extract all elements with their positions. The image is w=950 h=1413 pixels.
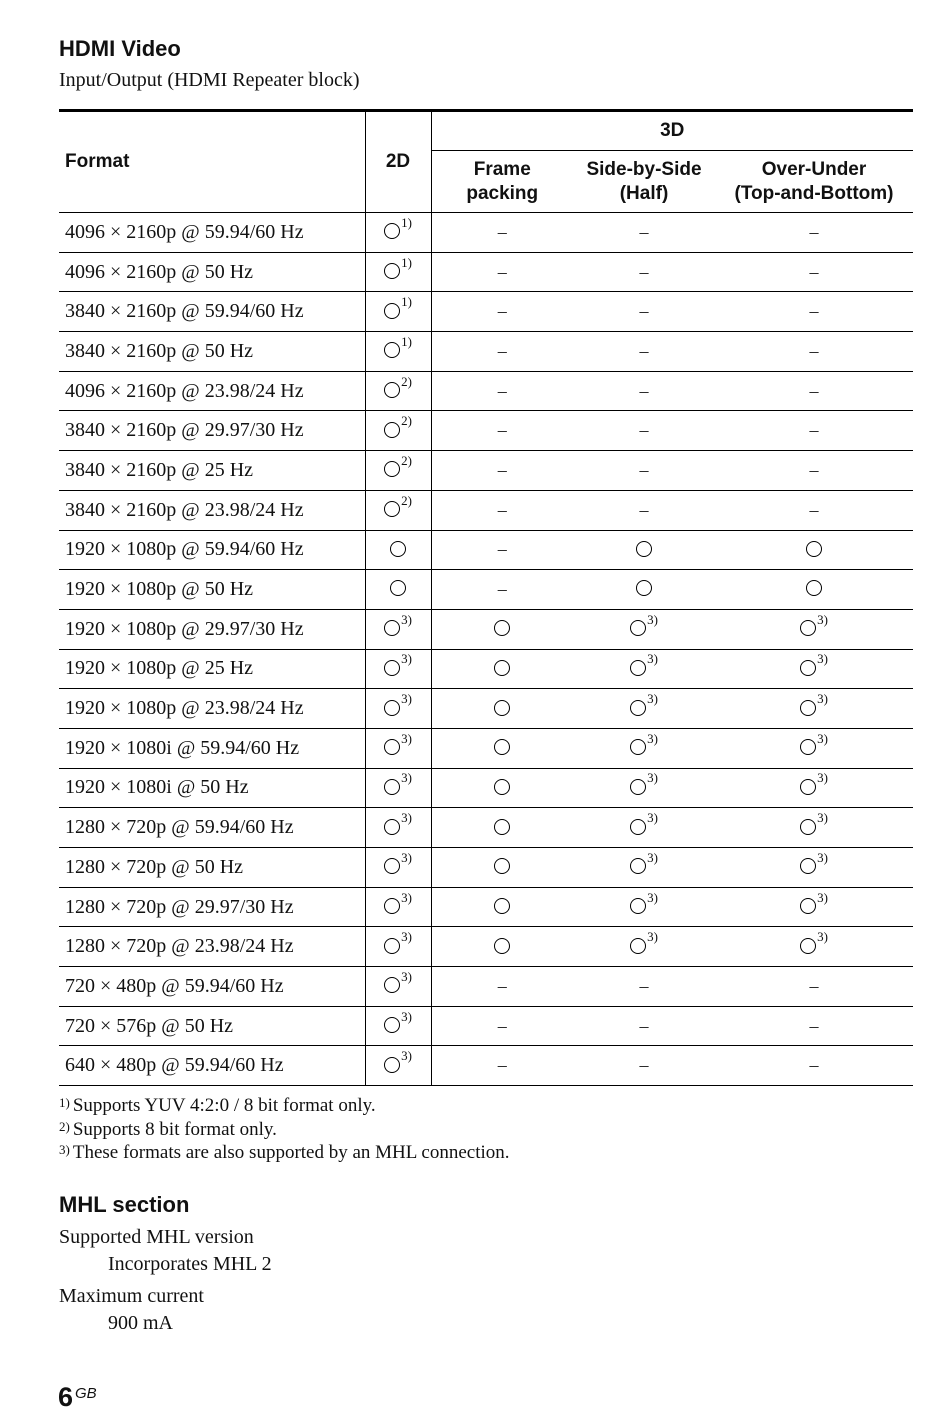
support-cell-frame-packing — [431, 689, 573, 729]
footnote-ref: 3) — [647, 929, 658, 945]
header-3d: 3D — [431, 111, 913, 151]
support-cell-2d — [365, 887, 431, 927]
support-cell-side-by-side — [573, 848, 715, 888]
support-cell-2d — [365, 848, 431, 888]
max-current-value: 900 mA — [108, 1312, 173, 1334]
footnote-2 — [59, 1118, 510, 1142]
support-cell-over-under — [715, 451, 913, 491]
mhl-section-title: MHL section — [59, 1192, 190, 1217]
support-cell-over-under — [715, 728, 913, 768]
format-cell: 1280 × 720p @ 50 Hz — [59, 848, 365, 888]
unsupported-dash: – — [497, 420, 507, 441]
support-cell-2d — [365, 1006, 431, 1046]
table-row — [59, 451, 913, 491]
table-row — [59, 887, 913, 927]
support-cell-2d — [365, 967, 431, 1007]
unsupported-dash: – — [497, 1015, 507, 1036]
footnote-ref: 3) — [817, 889, 828, 905]
footnote-ref: 1) — [401, 294, 412, 310]
supported-circle-icon — [384, 977, 400, 993]
supported-circle-icon — [494, 858, 510, 874]
supported-circle-icon — [384, 700, 400, 716]
support-cell-frame-packing — [431, 530, 573, 570]
mhl-version-label: Supported MHL version — [59, 1226, 254, 1248]
support-cell-side-by-side — [573, 649, 715, 689]
supported-circle-icon — [630, 739, 646, 755]
supported-circle-icon — [800, 819, 816, 835]
unsupported-dash: – — [497, 301, 507, 322]
format-cell: 720 × 576p @ 50 Hz — [59, 1006, 365, 1046]
support-cell-side-by-side — [573, 689, 715, 729]
support-cell-over-under — [715, 1046, 913, 1086]
unsupported-dash: – — [639, 420, 649, 441]
footnote-ref: 3) — [647, 691, 658, 707]
supported-circle-icon — [494, 898, 510, 914]
support-cell-2d — [365, 927, 431, 967]
footnote-ref: 3) — [817, 849, 828, 865]
format-cell: 4096 × 2160p @ 59.94/60 Hz — [59, 213, 365, 253]
support-cell-2d — [365, 332, 431, 372]
footnote-ref: 3) — [817, 611, 828, 627]
footnote-ref: 3) — [817, 810, 828, 826]
hdmi-video-format-table — [59, 109, 913, 1086]
supported-circle-icon — [384, 223, 400, 239]
supported-circle-icon — [800, 660, 816, 676]
support-cell-2d — [365, 768, 431, 808]
unsupported-dash: – — [639, 340, 649, 361]
supported-circle-icon — [630, 858, 646, 874]
supported-circle-icon — [806, 541, 822, 557]
footnote-text: These formats are also supported by an MHL connection. — [72, 1142, 510, 1163]
table-row — [59, 848, 913, 888]
footnote-ref: 1) — [401, 333, 412, 349]
support-cell-over-under — [715, 927, 913, 967]
supported-circle-icon — [384, 620, 400, 636]
table-row — [59, 570, 913, 610]
supported-circle-icon — [494, 700, 510, 716]
footnote-ref: 1) — [401, 214, 412, 230]
header-side-by-side-line2: (Half) — [619, 182, 669, 204]
page-suffix: GB — [75, 1385, 97, 1402]
support-cell-frame-packing — [431, 332, 573, 372]
support-cell-side-by-side — [573, 292, 715, 332]
support-cell-frame-packing — [431, 609, 573, 649]
footnote-ref: 3) — [401, 929, 412, 945]
supported-circle-icon — [384, 1057, 400, 1073]
supported-circle-icon — [800, 779, 816, 795]
table-row — [59, 292, 913, 332]
support-cell-frame-packing — [431, 967, 573, 1007]
footnote-ref: 3) — [647, 611, 658, 627]
table-row — [59, 371, 913, 411]
supported-circle-icon — [384, 303, 400, 319]
footnote-ref: 3) — [401, 968, 412, 984]
footnote-text: Supports YUV 4:2:0 / 8 bit format only. — [72, 1095, 376, 1116]
header-format: Format — [59, 111, 365, 213]
support-cell-side-by-side — [573, 411, 715, 451]
header-frame-packing — [431, 151, 573, 213]
format-cell: 3840 × 2160p @ 59.94/60 Hz — [59, 292, 365, 332]
support-cell-over-under — [715, 490, 913, 530]
support-cell-over-under — [715, 649, 913, 689]
footnote-ref: 3) — [817, 651, 828, 667]
unsupported-dash: – — [809, 420, 819, 441]
support-cell-side-by-side — [573, 1006, 715, 1046]
header-over-under-line2: (Top-and-Bottom) — [734, 182, 894, 204]
footnotes — [59, 1094, 510, 1165]
supported-circle-icon — [384, 739, 400, 755]
header-over-under-line1: Over-Under — [761, 158, 867, 180]
unsupported-dash: – — [639, 975, 649, 996]
footnote-3 — [59, 1141, 510, 1165]
format-cell: 1920 × 1080p @ 29.97/30 Hz — [59, 609, 365, 649]
unsupported-dash: – — [639, 301, 649, 322]
support-cell-over-under — [715, 689, 913, 729]
table-body — [59, 213, 913, 1086]
footnote-ref: 3) — [817, 770, 828, 786]
support-cell-side-by-side — [573, 887, 715, 927]
supported-circle-icon — [636, 580, 652, 596]
footnote-ref: 3) — [647, 770, 658, 786]
supported-circle-icon — [806, 580, 822, 596]
support-cell-over-under — [715, 292, 913, 332]
supported-circle-icon — [494, 779, 510, 795]
support-cell-frame-packing — [431, 728, 573, 768]
support-cell-frame-packing — [431, 927, 573, 967]
supported-circle-icon — [800, 938, 816, 954]
support-cell-side-by-side — [573, 570, 715, 610]
support-cell-side-by-side — [573, 213, 715, 253]
footnote-ref: 3) — [401, 770, 412, 786]
format-cell: 1920 × 1080p @ 59.94/60 Hz — [59, 530, 365, 570]
unsupported-dash: – — [639, 499, 649, 520]
header-2d: 2D — [365, 111, 431, 213]
table-row — [59, 768, 913, 808]
support-cell-frame-packing — [431, 292, 573, 332]
support-cell-frame-packing — [431, 451, 573, 491]
format-cell: 3840 × 2160p @ 50 Hz — [59, 332, 365, 372]
supported-circle-icon — [384, 660, 400, 676]
footnote-mark: 2) — [59, 1118, 70, 1134]
support-cell-2d — [365, 728, 431, 768]
mhl-version-value: Incorporates MHL 2 — [108, 1253, 272, 1275]
unsupported-dash: – — [639, 380, 649, 401]
table-row — [59, 1006, 913, 1046]
supported-circle-icon — [384, 382, 400, 398]
table-row — [59, 649, 913, 689]
support-cell-2d — [365, 252, 431, 292]
support-cell-side-by-side — [573, 490, 715, 530]
support-cell-frame-packing — [431, 848, 573, 888]
supported-circle-icon — [800, 898, 816, 914]
footnote-mark: 1) — [59, 1095, 70, 1110]
support-cell-2d — [365, 808, 431, 848]
supported-circle-icon — [630, 819, 646, 835]
unsupported-dash: – — [497, 579, 507, 600]
unsupported-dash: – — [639, 459, 649, 480]
format-cell: 3840 × 2160p @ 25 Hz — [59, 451, 365, 491]
support-cell-over-under — [715, 609, 913, 649]
format-cell: 4096 × 2160p @ 50 Hz — [59, 252, 365, 292]
table-row — [59, 728, 913, 768]
support-cell-over-under — [715, 332, 913, 372]
supported-circle-icon — [630, 620, 646, 636]
unsupported-dash: – — [639, 221, 649, 242]
support-cell-2d — [365, 451, 431, 491]
support-cell-side-by-side — [573, 967, 715, 1007]
supported-circle-icon — [630, 779, 646, 795]
support-cell-side-by-side — [573, 768, 715, 808]
support-cell-frame-packing — [431, 649, 573, 689]
table-row — [59, 927, 913, 967]
header-side-by-side-line1: Side-by-Side — [586, 158, 702, 180]
supported-circle-icon — [494, 739, 510, 755]
format-cell: 1920 × 1080p @ 25 Hz — [59, 649, 365, 689]
unsupported-dash: – — [497, 975, 507, 996]
unsupported-dash: – — [809, 499, 819, 520]
format-cell: 3840 × 2160p @ 29.97/30 Hz — [59, 411, 365, 451]
support-cell-2d — [365, 371, 431, 411]
supported-circle-icon — [630, 938, 646, 954]
header-frame-packing-line1: Frame — [473, 158, 531, 180]
section-title: HDMI Video — [59, 36, 181, 61]
format-cell: 1280 × 720p @ 23.98/24 Hz — [59, 927, 365, 967]
support-cell-2d — [365, 213, 431, 253]
supported-circle-icon — [630, 898, 646, 914]
supported-circle-icon — [800, 700, 816, 716]
footnote-ref: 2) — [401, 413, 412, 429]
footnote-ref: 2) — [401, 492, 412, 508]
supported-circle-icon — [384, 1017, 400, 1033]
unsupported-dash: – — [809, 340, 819, 361]
footnote-ref: 3) — [647, 651, 658, 667]
support-cell-side-by-side — [573, 927, 715, 967]
max-current-label: Maximum current — [59, 1285, 204, 1307]
format-cell: 1920 × 1080p @ 23.98/24 Hz — [59, 689, 365, 729]
footnote-ref: 3) — [647, 810, 658, 826]
unsupported-dash: – — [639, 261, 649, 282]
support-cell-side-by-side — [573, 728, 715, 768]
supported-circle-icon — [390, 541, 406, 557]
support-cell-side-by-side — [573, 332, 715, 372]
supported-circle-icon — [384, 342, 400, 358]
support-cell-2d — [365, 490, 431, 530]
section-subtitle: Input/Output (HDMI Repeater block) — [59, 69, 360, 91]
table-row — [59, 252, 913, 292]
unsupported-dash: – — [497, 261, 507, 282]
format-cell: 4096 × 2160p @ 23.98/24 Hz — [59, 371, 365, 411]
footnote-ref: 2) — [401, 373, 412, 389]
support-cell-side-by-side — [573, 609, 715, 649]
support-cell-2d — [365, 649, 431, 689]
support-cell-frame-packing — [431, 252, 573, 292]
footnote-ref: 3) — [401, 1008, 412, 1024]
unsupported-dash: – — [809, 301, 819, 322]
footnote-ref: 3) — [817, 691, 828, 707]
table-row — [59, 808, 913, 848]
support-cell-2d — [365, 570, 431, 610]
page-number: 6 — [58, 1382, 74, 1412]
table-row — [59, 530, 913, 570]
unsupported-dash: – — [639, 1015, 649, 1036]
footnote-ref: 3) — [817, 929, 828, 945]
support-cell-frame-packing — [431, 1006, 573, 1046]
footnote-ref: 3) — [401, 849, 412, 865]
footnote-ref: 3) — [401, 611, 412, 627]
footnote-ref: 2) — [401, 452, 412, 468]
unsupported-dash: – — [809, 1055, 819, 1076]
support-cell-frame-packing — [431, 1046, 573, 1086]
footnote-ref: 3) — [817, 730, 828, 746]
table-row — [59, 609, 913, 649]
support-cell-frame-packing — [431, 371, 573, 411]
format-cell: 3840 × 2160p @ 23.98/24 Hz — [59, 490, 365, 530]
supported-circle-icon — [384, 263, 400, 279]
support-cell-frame-packing — [431, 570, 573, 610]
supported-circle-icon — [494, 620, 510, 636]
table-row — [59, 1046, 913, 1086]
support-cell-2d — [365, 689, 431, 729]
unsupported-dash: – — [809, 261, 819, 282]
supported-circle-icon — [800, 858, 816, 874]
supported-circle-icon — [384, 819, 400, 835]
table-row — [59, 967, 913, 1007]
unsupported-dash: – — [809, 1015, 819, 1036]
support-cell-2d — [365, 411, 431, 451]
supported-circle-icon — [494, 819, 510, 835]
support-cell-over-under — [715, 1006, 913, 1046]
unsupported-dash: – — [497, 539, 507, 560]
unsupported-dash: – — [497, 221, 507, 242]
table-row — [59, 411, 913, 451]
unsupported-dash: – — [639, 1055, 649, 1076]
supported-circle-icon — [384, 461, 400, 477]
format-cell: 720 × 480p @ 59.94/60 Hz — [59, 967, 365, 1007]
format-cell: 1280 × 720p @ 59.94/60 Hz — [59, 808, 365, 848]
support-cell-over-under — [715, 252, 913, 292]
unsupported-dash: – — [809, 380, 819, 401]
unsupported-dash: – — [497, 340, 507, 361]
support-cell-over-under — [715, 411, 913, 451]
footnote-ref: 3) — [647, 849, 658, 865]
support-cell-frame-packing — [431, 887, 573, 927]
support-cell-2d — [365, 609, 431, 649]
unsupported-dash: – — [809, 975, 819, 996]
support-cell-over-under — [715, 808, 913, 848]
support-cell-side-by-side — [573, 808, 715, 848]
support-cell-over-under — [715, 213, 913, 253]
footnote-text: Supports 8 bit format only. — [72, 1118, 277, 1140]
support-cell-side-by-side — [573, 371, 715, 411]
supported-circle-icon — [390, 580, 406, 596]
footnote-1 — [59, 1094, 510, 1118]
supported-circle-icon — [384, 938, 400, 954]
table-row — [59, 490, 913, 530]
table-row — [59, 213, 913, 253]
supported-circle-icon — [630, 660, 646, 676]
support-cell-frame-packing — [431, 490, 573, 530]
supported-circle-icon — [384, 779, 400, 795]
footnote-ref: 1) — [401, 254, 412, 270]
support-cell-frame-packing — [431, 411, 573, 451]
unsupported-dash: – — [497, 1055, 507, 1076]
footnote-ref: 3) — [647, 730, 658, 746]
support-cell-2d — [365, 530, 431, 570]
header-over-under — [715, 151, 913, 213]
header-side-by-side — [573, 151, 715, 213]
support-cell-side-by-side — [573, 252, 715, 292]
support-cell-frame-packing — [431, 808, 573, 848]
table-row — [59, 332, 913, 372]
supported-circle-icon — [384, 501, 400, 517]
support-cell-side-by-side — [573, 1046, 715, 1086]
supported-circle-icon — [636, 541, 652, 557]
unsupported-dash: – — [809, 221, 819, 242]
unsupported-dash: – — [809, 459, 819, 480]
format-cell: 1920 × 1080i @ 50 Hz — [59, 768, 365, 808]
footnote-ref: 3) — [401, 730, 412, 746]
support-cell-frame-packing — [431, 213, 573, 253]
header-frame-packing-line2: packing — [466, 182, 539, 204]
unsupported-dash: – — [497, 499, 507, 520]
table-row — [59, 689, 913, 729]
support-cell-side-by-side — [573, 451, 715, 491]
format-cell: 1280 × 720p @ 29.97/30 Hz — [59, 887, 365, 927]
support-cell-over-under — [715, 887, 913, 927]
support-cell-over-under — [715, 570, 913, 610]
footnote-ref: 3) — [401, 810, 412, 826]
footnote-ref: 3) — [401, 651, 412, 667]
footnote-ref: 3) — [401, 889, 412, 905]
support-cell-over-under — [715, 530, 913, 570]
unsupported-dash: – — [497, 459, 507, 480]
support-cell-side-by-side — [573, 530, 715, 570]
support-cell-over-under — [715, 848, 913, 888]
support-cell-over-under — [715, 371, 913, 411]
supported-circle-icon — [800, 620, 816, 636]
footnote-ref: 3) — [647, 889, 658, 905]
supported-circle-icon — [384, 898, 400, 914]
support-cell-frame-packing — [431, 768, 573, 808]
supported-circle-icon — [384, 422, 400, 438]
unsupported-dash: – — [497, 380, 507, 401]
footnote-ref: 3) — [401, 691, 412, 707]
format-cell: 640 × 480p @ 59.94/60 Hz — [59, 1046, 365, 1086]
footnote-ref: 3) — [401, 1048, 412, 1064]
supported-circle-icon — [630, 700, 646, 716]
support-cell-over-under — [715, 967, 913, 1007]
format-cell: 1920 × 1080i @ 59.94/60 Hz — [59, 728, 365, 768]
supported-circle-icon — [494, 938, 510, 954]
support-cell-2d — [365, 292, 431, 332]
support-cell-over-under — [715, 768, 913, 808]
supported-circle-icon — [800, 739, 816, 755]
format-cell: 1920 × 1080p @ 50 Hz — [59, 570, 365, 610]
support-cell-2d — [365, 1046, 431, 1086]
footnote-mark: 3) — [59, 1142, 70, 1157]
supported-circle-icon — [384, 858, 400, 874]
supported-circle-icon — [494, 660, 510, 676]
